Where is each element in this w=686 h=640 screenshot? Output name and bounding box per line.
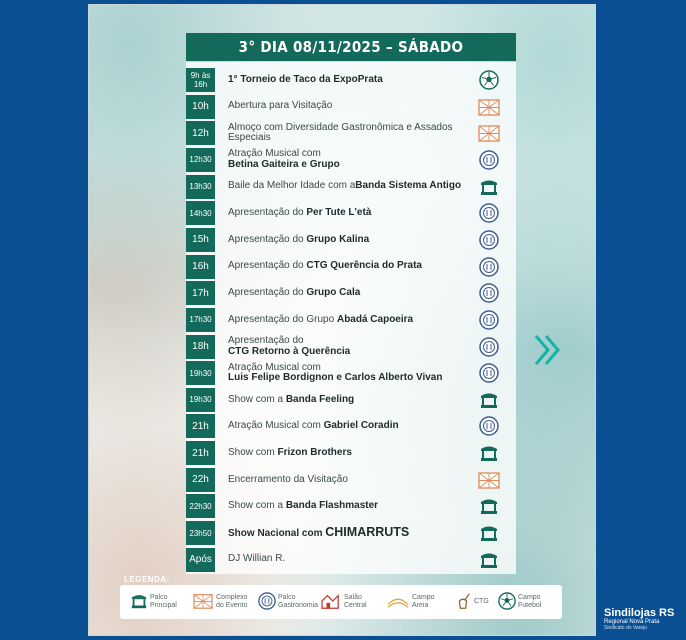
- schedule-row: [186, 547, 516, 573]
- gastronomy-stage-icon: [476, 228, 502, 252]
- event-text: Apresentação do Grupo: [228, 313, 337, 325]
- main-stage-icon: [476, 548, 502, 572]
- event-description: [215, 315, 476, 326]
- main-stage-icon: [476, 441, 502, 465]
- event-highlight: Banda Sistema Antigo: [355, 180, 462, 192]
- time-badge: Após: [186, 548, 215, 572]
- event-description: [215, 395, 476, 406]
- schedule-row: [186, 67, 516, 93]
- legend-label: Palco Principal: [150, 594, 177, 609]
- event-text: Apresentação do: [228, 233, 307, 245]
- event-text: Atração Musical com: [228, 148, 321, 160]
- time-badge: 19h30: [186, 388, 215, 412]
- time-badge: 17h30: [186, 308, 215, 332]
- event-highlight: CHIMARRUTS: [325, 524, 410, 539]
- legend-label: Salão Central: [344, 594, 367, 609]
- ctg-icon: [454, 592, 472, 613]
- event-text: Atração Musical com: [228, 420, 324, 432]
- event-text: Abertura para Visitação: [228, 100, 333, 112]
- time-badge: 17h: [186, 281, 215, 305]
- event-description: [215, 208, 476, 219]
- gastronomy-stage-icon: [476, 201, 502, 225]
- event-description: [215, 363, 476, 384]
- event-description: [215, 524, 476, 540]
- event-text: Almoço com Diversidade Gastronômica e Assados Especiais: [228, 121, 453, 144]
- main-stage-icon: [476, 494, 502, 518]
- brand-name: Sindilojas RS: [604, 607, 675, 619]
- gastronomy-stage-icon: [476, 281, 502, 305]
- event-highlight: Abadá Capoeira: [336, 313, 414, 325]
- time-badge: 22h30: [186, 494, 215, 518]
- main-stage-icon: [130, 592, 148, 613]
- brand-sub2: Sindicato do Varejo: [604, 625, 647, 631]
- time-badge: 19h30: [186, 361, 215, 385]
- legend-title: LEGENDA:: [124, 575, 170, 584]
- event-description: [215, 75, 476, 86]
- event-text: DJ Willian R.: [228, 553, 286, 565]
- gastronomy-stage-icon: [476, 308, 502, 332]
- event-description: [215, 288, 476, 299]
- complex-icon: [476, 121, 502, 145]
- event-text: Encerramento da Visitação: [228, 473, 348, 485]
- legend-item: [386, 592, 448, 613]
- time-badge: 21h: [186, 441, 215, 465]
- legend-label: Campo Areia: [412, 594, 435, 609]
- time-badge: 9h às 16h: [186, 68, 215, 92]
- schedule-row: [186, 520, 516, 546]
- gastronomy-stage-icon: [476, 255, 502, 279]
- main-stage-icon: [476, 388, 502, 412]
- legend-item: [320, 592, 380, 613]
- legend-label: Campo Futebol: [518, 594, 542, 609]
- schedule-row: [186, 360, 516, 386]
- page-title: 3° DIA 08/11/2025 – SÁBADO: [186, 33, 516, 61]
- event-description: [215, 261, 476, 272]
- event-text: Show com: [228, 446, 278, 458]
- complex-icon: [192, 592, 214, 613]
- event-description: [215, 101, 476, 112]
- event-highlight: Banda Flashmaster: [285, 500, 379, 512]
- schedule-row: [186, 280, 516, 306]
- brand-sub: Regional Nova Prata: [604, 619, 660, 625]
- event-text: Atração Musical com: [228, 361, 321, 373]
- time-badge: 21h: [186, 414, 215, 438]
- event-text: Show com a: [228, 393, 286, 405]
- schedule-row: [186, 174, 516, 200]
- legend-label: CTG: [474, 598, 489, 605]
- schedule-row: [186, 254, 516, 280]
- chevron-right-icon[interactable]: [532, 332, 568, 368]
- legend-item: [454, 592, 492, 613]
- legend-item: [498, 592, 554, 613]
- legend-label: Palco Gastronomia: [278, 594, 319, 609]
- time-badge: 18h: [186, 335, 215, 359]
- schedule-row: [186, 493, 516, 519]
- event-text: Apresentação do: [228, 286, 307, 298]
- time-badge: 12h30: [186, 148, 215, 172]
- soccer-ball-icon: [498, 592, 516, 613]
- schedule-row: [186, 147, 516, 173]
- time-badge: 15h: [186, 228, 215, 252]
- event-text: Baile da Melhor Idade com a: [228, 180, 356, 192]
- event-highlight: Luis Felipe Bordignon e Carlos Alberto Vivan: [228, 372, 443, 384]
- gastronomy-stage-icon: [476, 148, 502, 172]
- legend-item: [130, 592, 186, 613]
- event-description: [215, 181, 476, 192]
- event-description: [215, 336, 476, 357]
- event-text: Apresentação do: [228, 260, 307, 272]
- time-badge: 13h30: [186, 175, 215, 199]
- schedule-row: [186, 334, 516, 360]
- event-highlight: Betina Gaiteira e Grupo: [228, 158, 340, 170]
- time-badge: 22h: [186, 468, 215, 492]
- schedule-row: [186, 467, 516, 493]
- schedule-row: [186, 200, 516, 226]
- gastronomy-stage-icon: [476, 335, 502, 359]
- event-highlight: CTG Querência do Prata: [306, 260, 422, 272]
- event-highlight: Banda Feeling: [285, 393, 355, 405]
- event-description: [215, 421, 476, 432]
- sand-field-icon: [386, 592, 410, 613]
- event-highlight: 1° Torneio de Taco da ExpoPrata: [228, 73, 383, 85]
- hall-icon: [320, 592, 342, 613]
- schedule-row: [186, 227, 516, 253]
- soccer-ball-icon: [476, 68, 502, 92]
- event-highlight: Grupo Kalina: [306, 233, 370, 245]
- time-badge: 14h30: [186, 201, 215, 225]
- main-stage-icon: [476, 521, 502, 545]
- event-description: [215, 235, 476, 246]
- event-description: [215, 475, 476, 486]
- event-text: Apresentação do: [228, 335, 304, 346]
- event-description: [215, 149, 476, 170]
- event-text: Show com a: [228, 500, 286, 512]
- legend-item: [258, 592, 319, 613]
- event-highlight: CTG Retorno à Querência: [228, 345, 351, 357]
- time-badge: 10h: [186, 95, 215, 119]
- main-stage-icon: [476, 175, 502, 199]
- event-description: [215, 123, 476, 144]
- gastronomy-stage-icon: [258, 592, 276, 613]
- schedule-row: [186, 307, 516, 333]
- complex-icon: [476, 95, 502, 119]
- event-text: Apresentação do: [228, 207, 307, 218]
- schedule-row: [186, 413, 516, 439]
- event-description: [215, 554, 476, 565]
- event-description: [215, 501, 476, 512]
- schedule-row: [186, 120, 516, 146]
- gastronomy-stage-icon: [476, 414, 502, 438]
- schedule-row: [186, 94, 516, 120]
- complex-icon: [476, 468, 502, 492]
- event-description: [215, 448, 476, 459]
- time-badge: 16h: [186, 255, 215, 279]
- event-highlight: Grupo Cala: [306, 286, 361, 298]
- brand-logo: [604, 607, 674, 631]
- schedule-row: [186, 440, 516, 466]
- legend-label: Complexo do Evento: [216, 594, 248, 609]
- event-highlight: Frizon Brothers: [277, 446, 352, 458]
- time-badge: 12h: [186, 121, 215, 145]
- schedule-row: [186, 387, 516, 413]
- event-text: Show Nacional com: [228, 527, 326, 539]
- time-badge: 23h50: [186, 521, 215, 545]
- event-highlight: Gabriel Coradin: [323, 420, 399, 432]
- legend: [120, 585, 562, 619]
- event-highlight: Per Tute L'età: [306, 207, 372, 218]
- gastronomy-stage-icon: [476, 361, 502, 385]
- legend-item: [192, 592, 252, 613]
